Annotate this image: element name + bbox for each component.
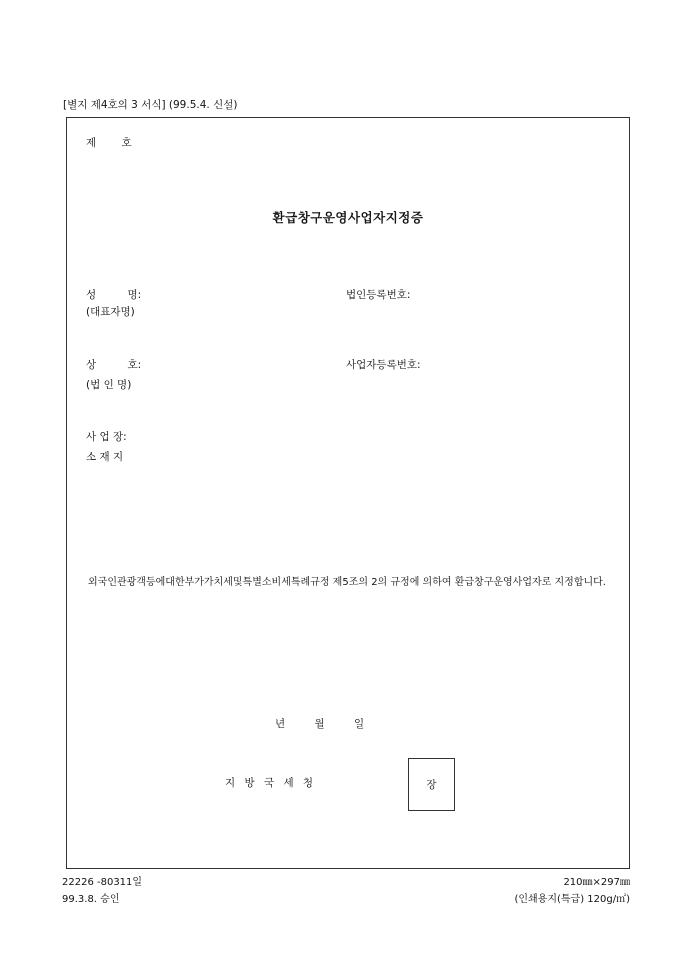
issuing-office: 지 방 국 세 청 <box>225 777 314 789</box>
location-label: 소 재 지 <box>86 451 124 463</box>
form-header: [별지 제4호의 3 서식] (99.5.4. 신설) <box>63 99 238 111</box>
seal-label: 장 <box>426 779 437 791</box>
official-seal-box <box>408 758 455 811</box>
certificate-frame <box>66 117 630 869</box>
document-number-label: 제 호 <box>86 137 132 149</box>
paper-size: 210㎜×297㎜ <box>563 877 630 888</box>
corporation-name-label: (법 인 명) <box>86 379 132 391</box>
representative-name-label: (대표자명) <box>86 306 135 318</box>
paper-type: (인쇄용지(특급) 120g/㎡) <box>514 894 630 905</box>
business-registration-label: 사업자등록번호: <box>346 359 421 371</box>
certificate-title: 환급창구운영사업자지정증 <box>272 210 424 225</box>
approval-date: 99.3.8. 승인 <box>62 894 120 905</box>
form-code: 22226 -80311일 <box>62 877 143 888</box>
name-label: 성 명: <box>86 289 142 301</box>
company-name-label: 상 호: <box>86 359 142 371</box>
corporate-registration-label: 법인등록번호: <box>346 289 411 301</box>
designation-statement: 외국인관광객등에대한부가가치세및특별소비세특례규정 제5조의 2의 규정에 의하여 환급창구운영사업자로 지정합니다. <box>88 577 606 588</box>
issue-date-line: 년 월 일 <box>275 718 365 730</box>
business-place-label: 사 업 장: <box>86 431 127 443</box>
